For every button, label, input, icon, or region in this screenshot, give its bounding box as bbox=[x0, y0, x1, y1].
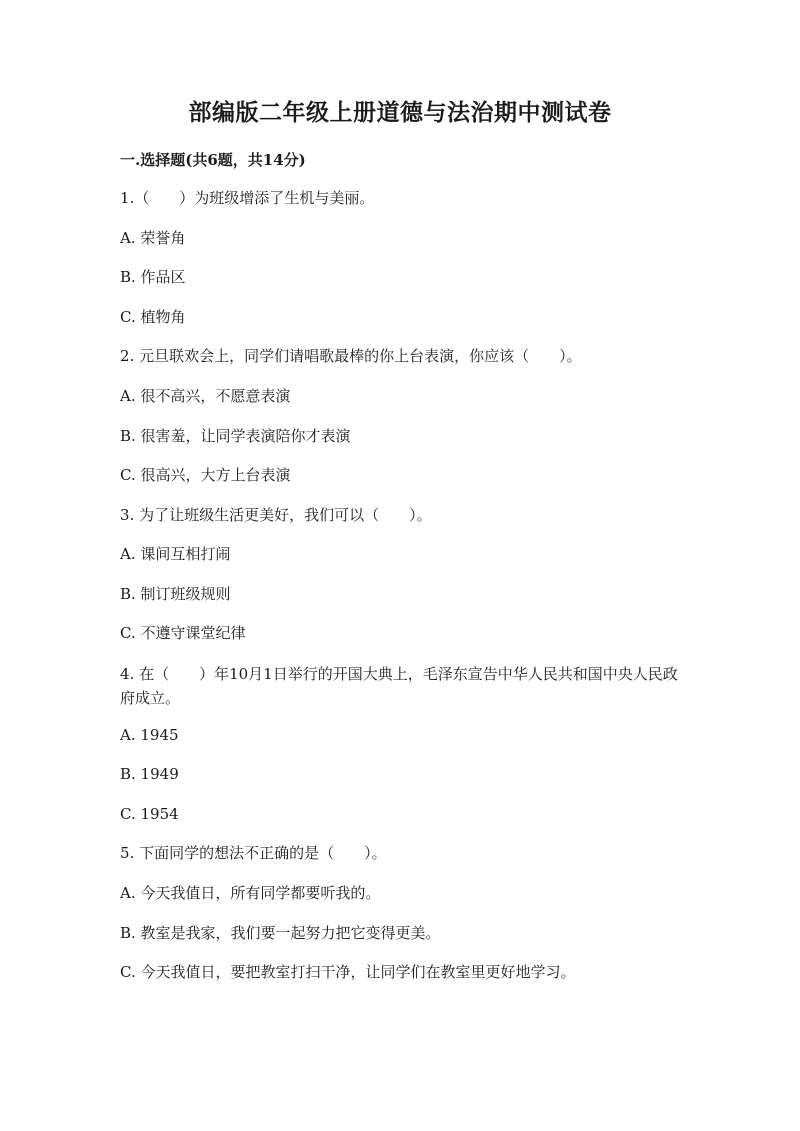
answer-option: C. 很高兴，大方上台表演 bbox=[120, 466, 291, 484]
question-stem: 2. 元旦联欢会上，同学们请唱歌最棒的你上台表演，你应该（ ）。 bbox=[120, 347, 582, 365]
question-stem: 4. 在（ ）年10月1日举行的开国大典上，毛泽东宣告中华人民共和国中央人民政府成立。 bbox=[120, 665, 678, 707]
question-stem: 3. 为了让班级生活更美好，我们可以（ ）。 bbox=[120, 506, 432, 524]
answer-option: B. 作品区 bbox=[120, 268, 186, 286]
answer-option: A. 荣誉角 bbox=[120, 229, 186, 247]
section-header: 一.选择题(共6题，共14分) bbox=[120, 151, 306, 169]
answer-option: A. 1945 bbox=[120, 726, 179, 744]
answer-option: B. 制订班级规则 bbox=[120, 585, 231, 603]
answer-option: A. 今天我值日，所有同学都要听我的。 bbox=[120, 884, 381, 902]
question-stem: 1.（ ）为班级增添了生机与美丽。 bbox=[120, 189, 375, 207]
answer-option: B. 教室是我家，我们要一起努力把它变得更美。 bbox=[120, 924, 441, 942]
answer-option: B. 很害羞，让同学表演陪你才表演 bbox=[120, 427, 351, 445]
answer-option: B. 1949 bbox=[120, 765, 179, 783]
answer-option: C. 今天我值日，要把教室打扫干净，让同学们在教室里更好地学习。 bbox=[120, 963, 576, 981]
answer-option: A. 很不高兴，不愿意表演 bbox=[120, 387, 291, 405]
answer-option: C. 不遵守课堂纪律 bbox=[120, 624, 246, 642]
page-title: 部编版二年级上册道德与法治期中测试卷 bbox=[188, 99, 612, 126]
answer-option: A. 课间互相打闹 bbox=[120, 545, 231, 563]
answer-option: C. 1954 bbox=[120, 805, 179, 823]
question-stem: 5. 下面同学的想法不正确的是（ ）。 bbox=[120, 844, 387, 862]
answer-option: C. 植物角 bbox=[120, 308, 186, 326]
